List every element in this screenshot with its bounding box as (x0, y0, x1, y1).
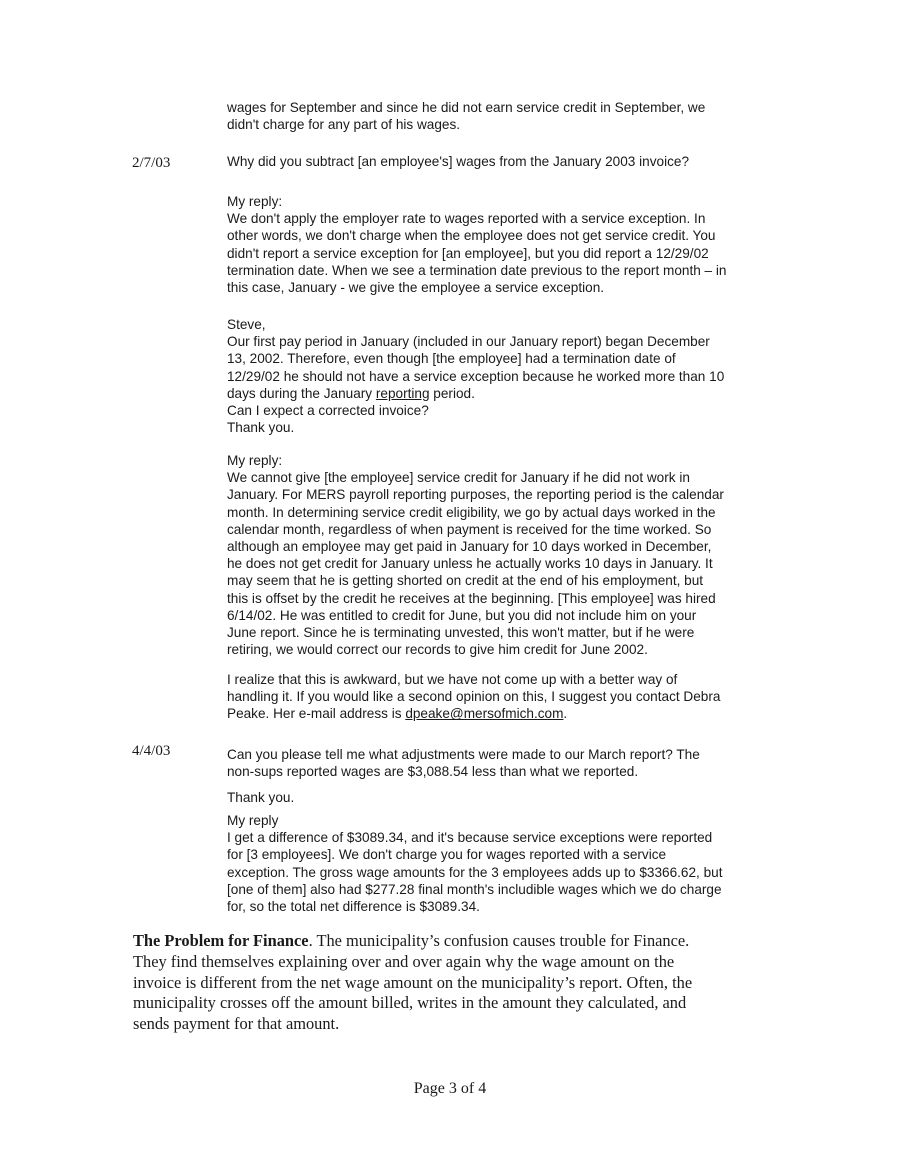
text-line: January. For MERS payroll reporting purposes, the reporting period is the calendar (227, 487, 724, 503)
text-line: for [3 employees]. We don't charge you for wages reported with a service (227, 847, 667, 863)
text-line: Can I expect a corrected invoice? (227, 403, 429, 419)
reply-block (227, 193, 772, 296)
text-line: handling it. If you would like a second opinion on this, I suggest you contact Debra (227, 689, 721, 705)
text-line: Thank you. (227, 790, 295, 805)
text-line: wages for September and since he did not earn service credit in September, we (227, 100, 706, 115)
thanks-line (227, 789, 772, 806)
greeting: Steve, (227, 317, 266, 332)
text-line (227, 705, 772, 722)
text-line: [one of them] also had $277.28 final month's includible wages which we do charge (227, 881, 722, 897)
entry-date: 4/4/03 (132, 743, 171, 759)
text-span: days during the January (227, 385, 376, 401)
text-line: June report. Since he is terminating unvested, this won't matter, but if he were (227, 625, 695, 641)
text-span: period. (429, 385, 475, 401)
text-line: although an employee may get paid in January for 10 days worked in December, (227, 539, 712, 555)
text-line: this is offset by the credit he receives at the beginning. [This employee] was hired (227, 590, 716, 606)
text-line: Can you please tell me what adjustments were made to our March report? The (227, 747, 700, 762)
text-line: invoice is different from the net wage amount on the municipality’s report. Often, the (133, 972, 693, 992)
reply-block (227, 812, 772, 915)
text-line: sends payment for that amount. (133, 1014, 340, 1034)
text-line: he does not get credit for January unless he actually works 10 days in January. It (227, 556, 713, 572)
text-line: municipality crosses off the amount billed, writes in the amount they calculated, and (133, 993, 687, 1013)
entry-date: 2/7/03 (132, 155, 171, 171)
page-number: Page 3 of 4 (413, 1080, 487, 1097)
text-line: Thank you. (227, 420, 295, 436)
text-line: We cannot give [the employee] service credit for January if he did not work in (227, 470, 690, 486)
text-line: 6/14/02. He was entitled to credit for June, but you did not include him on your (227, 607, 697, 623)
text-line: didn't report a service exception for [an employee], but you did report a 12/29/02 (227, 245, 709, 261)
text-line: 12/29/02 he should not have a service exception because he worked more than 10 (227, 368, 725, 384)
reply-block (227, 452, 772, 658)
reply-label: My reply: (227, 453, 283, 468)
reply-label: My reply: (227, 194, 283, 209)
text-line: They find themselves explaining over and over again why the wage amount on the (133, 951, 675, 971)
text-line: this case, January - we give the employee a service exception. (227, 280, 605, 296)
reply-label: My reply (227, 813, 279, 828)
text-line: may seem that he is getting shorted on credit at the end of his employment, but (227, 573, 704, 589)
text-line: retiring, we would correct our records to give him credit for June 2002. (227, 642, 648, 658)
text-span: Peake. Her e-mail address is (227, 706, 406, 722)
underlined-word: reporting (375, 385, 430, 401)
text-line: termination date. When we see a termination date previous to the report month – in (227, 262, 727, 278)
text-line: Our first pay period in January (included in our January report) began December (227, 334, 710, 350)
text-line: I realize that this is awkward, but we have not come up with a better way of (227, 672, 678, 687)
reply-block (227, 671, 772, 723)
text-line: We don't apply the employer rate to wages reported with a service exception. In (227, 211, 706, 227)
text-line: 13, 2002. Therefore, even though [the employee] had a termination date of (227, 351, 676, 367)
entry-question (227, 746, 772, 780)
section-heading: The Problem for Finance (133, 931, 309, 950)
email-link[interactable]: dpeake@mersofmich.com (405, 706, 564, 722)
text-line: I get a difference of $3089.34, and it's because service exceptions were reported (227, 830, 713, 846)
text-span: . (563, 706, 568, 722)
text-line: exception. The gross wage amounts for the 3 employees adds up to $3366.62, but (227, 864, 723, 880)
text-line: non-sups reported wages are $3,088.54 less than what we reported. (227, 764, 639, 780)
text-line: for, so the total net difference is $3089.34. (227, 899, 480, 915)
text-line: calendar month, regardless of when payment is received for the time worked. So (227, 521, 712, 537)
entry-question (227, 153, 772, 170)
text-span: . The municipality’s confusion causes trouble for Finance. (308, 931, 690, 950)
continuation-paragraph (227, 99, 772, 133)
question-text: Why did you subtract [an employee's] wages from the January 2003 invoice? (227, 154, 690, 169)
text-line: didn't charge for any part of his wages. (227, 117, 461, 133)
text-line (227, 385, 772, 402)
text-line: other words, we don't charge when the employee does not get service credit. You (227, 228, 716, 244)
followup-block (227, 316, 772, 436)
problem-paragraph (133, 931, 753, 1035)
text-line: month. In determining service credit eligibility, we go by actual days worked in the (227, 504, 716, 520)
text-line (133, 931, 753, 952)
